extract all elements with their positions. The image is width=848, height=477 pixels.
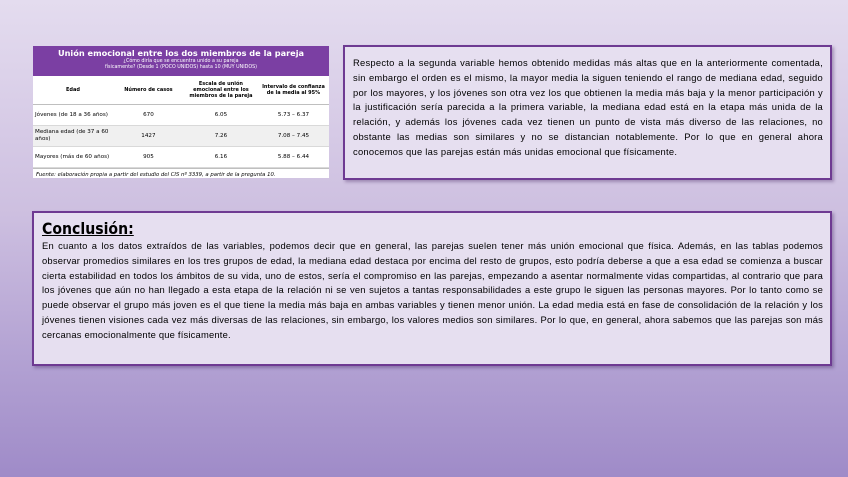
table-subtitle-line-1: ¿Cómo diría que se encuentra unido a su pareja [123, 59, 239, 64]
table-cell: 670 [113, 105, 184, 126]
table-title: Unión emocional entre los dos miembros de la pareja [57, 48, 305, 58]
table-cell: 6.05 [184, 105, 258, 126]
conclusion-heading: Conclusión: [42, 219, 134, 238]
column-header: Número de casos [113, 76, 184, 105]
column-header: Edad [33, 76, 113, 105]
results-table [33, 76, 329, 168]
analysis-text-box [343, 45, 832, 180]
conclusion-paragraph: En cuanto a los datos extraídos de las variables, podemos decir que en general, las parejas suelen tener más unión emocional que física. Además, en las tablas podemos observar promedios similares en los tres grupos de edad, la mediana edad destaca por encima del resto de grupos, esto podría deberse a que a esa edad se comienza a buscar cierta estabilidad en todos los ámbitos de su vida, uno de estos, sería el compromiso en las parejas, empezando a asentar normalmente vidas compartidas, al contrario que para los jóvenes que aún no han llegado a esta etapa de la relación ni se ven sujetos a tantas responsabilidades a este grupo le siguen las personas mayores. Por lo tanto como se puede observar el grupo más joven es el que tiene la media más baja en ambas variables y tienen menor unión. La edad media está en fase de consolidación de la relación y los jóvenes tienen visiones cada vez más diversas de las relaciones, sin embargo, los valores medios son similares. Por lo que, en general, ahora sabemos que las parejas son más cercanas emocionalmente que físicamente. [42, 240, 823, 340]
table-row [33, 147, 329, 168]
table-cell: 5.88 – 6.44 [258, 147, 329, 168]
table-cell: Mayores (más de 60 años) [33, 147, 113, 168]
column-header: Escala de unión emocional entre los miembros de la pareja [184, 76, 258, 105]
table-cell: 905 [113, 147, 184, 168]
data-table-image [33, 46, 329, 178]
table-cell: 5.73 – 6.37 [258, 105, 329, 126]
table-row [33, 126, 329, 147]
column-header: Intervalo de confianza de la media al 95% [258, 76, 329, 105]
table-cell: 1427 [113, 126, 184, 147]
table-header-row [33, 76, 329, 105]
table-cell: 7.08 – 7.45 [258, 126, 329, 147]
table-subtitle-line-2: físicamente? (Desde 1 (POCO UNIDOS) hasta 10 (MUY UNIDOS) [104, 65, 258, 70]
table-cell: 6.16 [184, 147, 258, 168]
table-header-band [33, 46, 329, 76]
table-cell: Jóvenes (de 18 a 36 años) [33, 105, 113, 126]
conclusion-text-box [32, 211, 832, 366]
table-source-note: Fuente: elaboración propia a partir del estudio del CIS nº 3339, a partir de la pregunta 10. [33, 168, 329, 178]
table-cell: Mediana edad (de 37 a 60 años) [33, 126, 113, 147]
table-cell: 7.26 [184, 126, 258, 147]
analysis-paragraph: Respecto a la segunda variable hemos obtenido medidas más altas que en la anteriormente comentada, sin embargo el orden es el mismo, la mayor media la siguen teniendo el rango de mediana edad, seguido por los mayores, y los jóvenes son otra vez los que obtienen la media más baja y la menor participación y la justificación sería parecida a la primera variable, la mediana edad está en la etapa más unida de la relación, y además los jóvenes cada vez tienen un punto de vista más diverso de las relaciones, no obstante las medias son similares y no se distancian notablemente. Por lo que en general ahora conocemos que las parejas están más unidas emocional que físicamente. [353, 57, 823, 157]
table-row [33, 105, 329, 126]
